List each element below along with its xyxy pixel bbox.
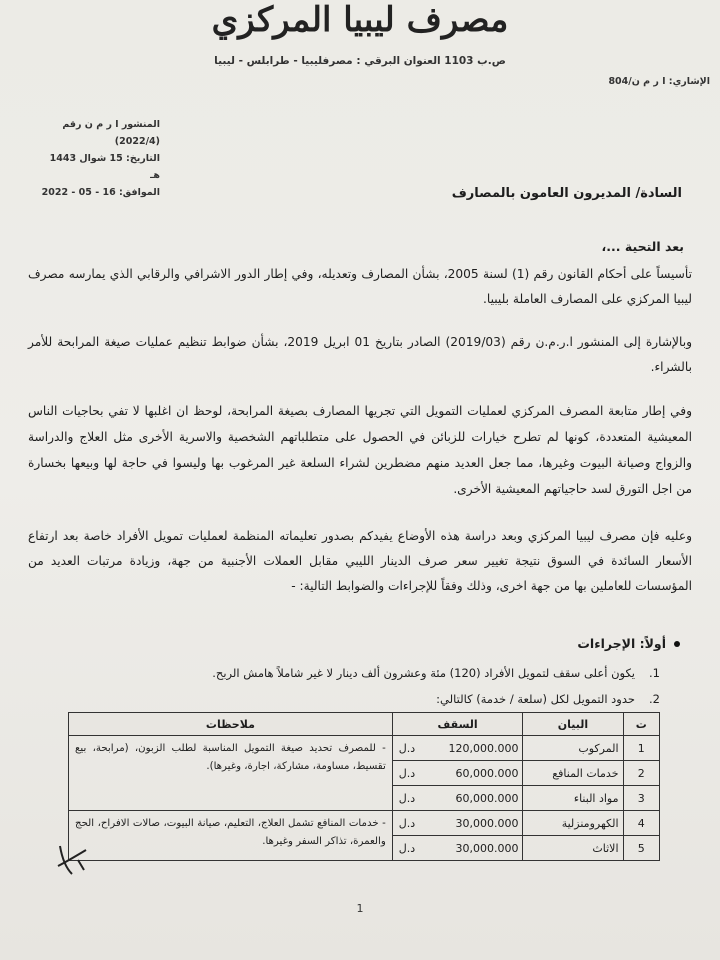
- row-amount: [392, 736, 523, 761]
- currency-label: د.ل: [398, 841, 416, 855]
- bank-logo: [200, 0, 520, 42]
- notes-cell-1: - للمصرف تحديد صيغة التمويل المناسبة لطلب الزبون، (مرابحة، بيع تقسيط، مساومة، مشاركة، اجارة، وغيرها).: [69, 736, 393, 811]
- row-amount: [392, 836, 523, 861]
- paragraph-observation: وفي إطار متابعة المصرف المركزي لعمليات التمويل التي تجريها المصارف بصيغة المرابحة، لوحظ ان اغلبها لا تفي بحاجيات الناس المعيشية المتعددة، كونها لم تطرح خيارات للزبائن في الحصول على متطلباتهم الشخصية والاسرية الأخرى مثل العلاج والدراسة والزواج وصيانة البيوت وغيرها، مما جعل العديد منهم مضطرين لشراء السلعة غير المرغوب بها وليسوا في حاجة لها وبيعها بخسارة من اجل التورق لسد حاجياتهم المعيشية الأخرى.: [28, 404, 692, 496]
- row-item: الاثاث: [523, 836, 623, 861]
- date-gregorian: الموافق: 16 - 05 - 2022: [41, 187, 160, 198]
- date-hijri: التاريخ: 15 شوال 1443 هـ: [49, 153, 160, 181]
- header-notes: ملاحظات: [69, 713, 393, 736]
- row-number: 5: [623, 836, 659, 861]
- circular-number: المنشور ا ر م ن رقم (2022/4): [62, 119, 160, 147]
- reference-number: الإشاري: ا ر م ن/804: [608, 76, 710, 87]
- paragraph-decision: وعليه فإن مصرف ليبيا المركزي وبعد دراسة هذه الأوضاع يفيدكم بصدور تعليماته المنظمة لعمليات تمويل الأفراد خاصة بعد ارتفاع الأسعار السائدة في السوق نتيجة تغيير سعر صرف الدينار الليبي مقابل العملات الأجنبية من جهة، وزيادة مرتبات العديد من المؤسسات للعاملين بها من جهة اخرى، وذلك وفقاً للإجراءات والضوابط التالية: -: [28, 529, 692, 593]
- section-heading: [577, 636, 680, 651]
- bank-name-calligraphy: مصرف ليبيا المركزي: [211, 0, 509, 40]
- row-amount: [392, 811, 523, 836]
- list-item: [212, 666, 660, 680]
- list-item-number: 1.: [649, 666, 660, 680]
- notes-cell-2: - خدمات المنافع تشمل العلاج، التعليم، صيانة البيوت، صالات الافراح، الحج والعمرة، تذاكر السفر وغيرها.: [69, 811, 393, 861]
- bullet-icon: [674, 641, 680, 647]
- row-number: 3: [623, 786, 659, 811]
- row-number: 4: [623, 811, 659, 836]
- handwritten-mark-icon: [52, 840, 92, 880]
- amount-value: 60,000.000: [455, 766, 519, 780]
- row-amount: [392, 786, 523, 811]
- page-number: 1: [356, 902, 364, 915]
- letterhead-address: ص.ب 1103 العنوان البرقي : مصرفليبيا - طرابلس - ليبيا: [214, 55, 506, 67]
- row-amount: [392, 761, 523, 786]
- list-item: [436, 692, 660, 706]
- row-item: مواد البناء: [523, 786, 623, 811]
- table-row: [69, 736, 660, 761]
- amount-value: 30,000.000: [455, 816, 519, 830]
- paragraph-reference: وبالإشارة إلى المنشور ا.ر.م.ن رقم (2019/03) الصادر بتاريخ 01 ابريل 2019، بشأن ضوابط تنظيم عمليات صيغة المرابحة للأمر بالشراء.: [28, 335, 692, 374]
- header-ceiling: السقف: [392, 713, 523, 736]
- table-header-row: [69, 713, 660, 736]
- currency-label: د.ل: [398, 791, 416, 805]
- currency-label: د.ل: [398, 741, 416, 755]
- currency-label: د.ل: [398, 766, 416, 780]
- amount-value: 120,000.000: [448, 741, 519, 755]
- paragraph-legal-basis: تأسيساً على أحكام القانون رقم (1) لسنة 2005، بشأن المصارف وتعديله، وفي إطار الدور الاشرافي والرقابي الذي يمارسه مصرف ليبيا المركزي على المصارف العاملة بليبيا.: [28, 267, 692, 306]
- list-item-text: حدود التمويل لكل (سلعة / خدمة) كالتالي:: [436, 692, 636, 706]
- amount-value: 30,000.000: [455, 841, 519, 855]
- financing-limits-table: [68, 712, 660, 861]
- row-number: 2: [623, 761, 659, 786]
- header-item: البيان: [523, 713, 623, 736]
- circular-meta: [40, 116, 160, 201]
- list-item-text: يكون أعلى سقف لتمويل الأفراد (120) مئة وعشرون ألف دينار لا غير شاملاً هامش الربح.: [212, 666, 636, 680]
- list-item-number: 2.: [649, 692, 660, 706]
- currency-label: د.ل: [398, 816, 416, 830]
- section-title: أولاً: الإجراءات: [577, 636, 666, 651]
- row-item: المركوب: [523, 736, 623, 761]
- table-row: [69, 811, 660, 836]
- row-item: خدمات المنافع: [523, 761, 623, 786]
- greeting: بعد التحية ...،: [601, 239, 684, 254]
- amount-value: 60,000.000: [455, 791, 519, 805]
- row-item: الكهرومنزلية: [523, 811, 623, 836]
- row-number: 1: [623, 736, 659, 761]
- addressee: السادة/ المديرون العامون بالمصارف: [451, 186, 682, 201]
- header-number: ت: [623, 713, 659, 736]
